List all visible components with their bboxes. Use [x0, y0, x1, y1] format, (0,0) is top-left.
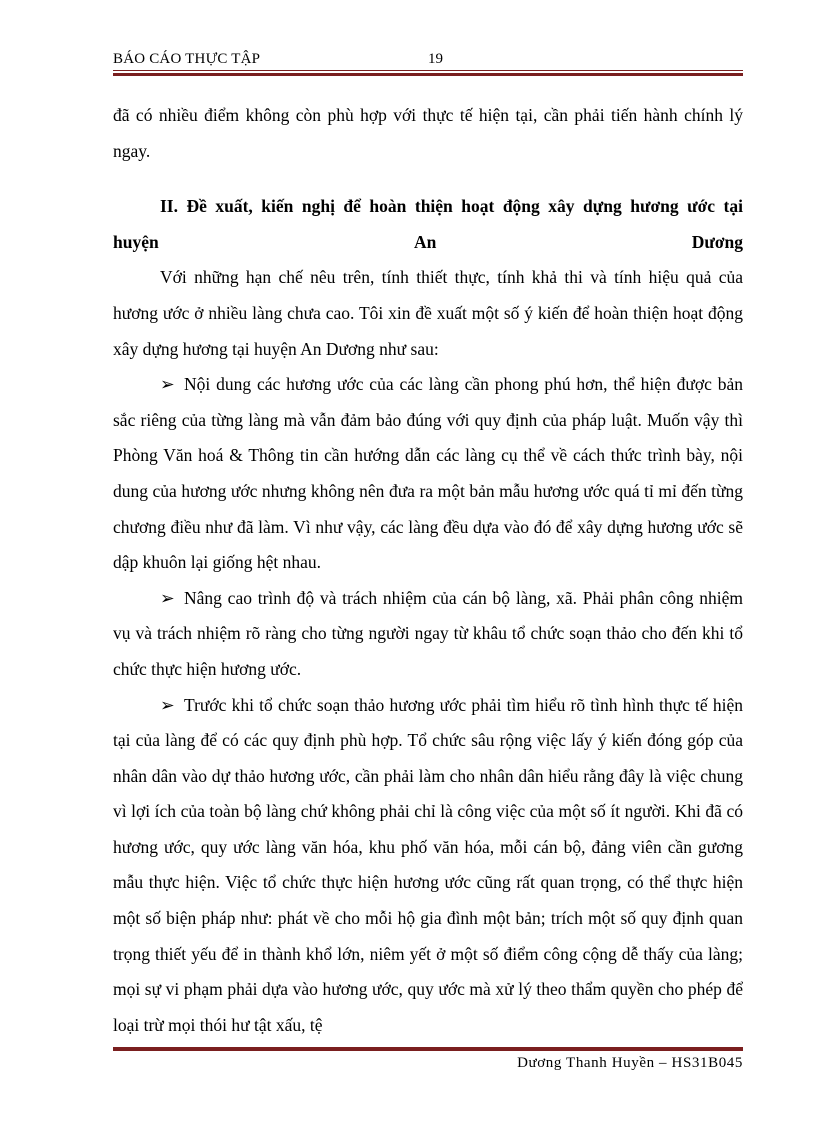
bullet-item-1 — [113, 367, 743, 581]
section-heading-line2 — [113, 225, 743, 261]
section-heading-line1: II. Đề xuất, kiến nghị để hoàn thiện hoạt động xây dựng hương ước tại — [160, 196, 743, 217]
document-body — [113, 98, 743, 1043]
heading-word-1: huyện — [113, 231, 159, 252]
bullet-item-2 — [113, 581, 743, 688]
bullet-text-3: Trước khi tổ chức soạn thảo hương ước phải tìm hiểu rõ tình hình thực tế hiện tại của làng để có các quy định phù hợp. Tổ chức sâu rộng việc lấy ý kiến đóng góp của nhân dân vào dự thảo hương ước, cần phải làm cho nhân dân hiểu rằng đây là việc chung vì lợi ích của toàn bộ làng chứ không phải chỉ là công việc của một số ít người. Khi đã có hương ước, quy ước làng văn hóa, khu phố văn hóa, mỗi cán bộ, đảng viên cần gương mẫu thực hiện. Việc tổ chức thực hiện hương ước cũng rất quan trọng, có thể thực hiện một số biện pháp như: phát về cho mỗi hộ gia đình một bản; trích một số quy định quan trọng thiết yếu để in thành khổ lớn, niêm yết ở một số điểm công cộng dễ thấy của làng; mọi sự vi phạm phải dựa vào hương ước, quy ước mà xử lý theo thẩm quyền cho phép để loại trừ mọi thói hư tật xấu, tệ — [113, 694, 743, 1035]
header-rule — [113, 70, 743, 76]
arrow-bullet-icon: ➢ — [160, 374, 175, 395]
footer-author: Dương Thanh Huyền – HS31B045 — [517, 1055, 743, 1071]
arrow-bullet-icon: ➢ — [160, 587, 175, 608]
page-number: 19 — [428, 51, 443, 67]
bullet-text-1: Nội dung các hương ước của các làng cần phong phú hơn, thể hiện được bản sắc riêng của từng làng mà vẫn đảm bảo đúng với quy định của pháp luật. Muốn vậy thì Phòng Văn hoá & Thông tin cần hướng dẫn các làng cụ thể về cách thức trình bày, nội dung của hương ước nhưng không nên đưa ra một bản mẫu hương ước quá tỉ mỉ đến từng chương điều như đã làm. Vì như vậy, các làng đều dựa vào đó để xây dựng hương ước sẽ dập khuôn lại giống hệt nhau. — [113, 374, 743, 573]
paragraph-intro: Với những hạn chế nêu trên, tính thiết thực, tính khả thi và tính hiệu quả của hương ước ở nhiều làng chưa cao. Tôi xin đề xuất một số ý kiến để hoàn thiện hoạt động xây dựng hương tại huyện An Dương như sau: — [113, 267, 743, 359]
arrow-bullet-icon: ➢ — [160, 694, 175, 715]
footer-rule — [113, 1045, 743, 1051]
heading-word-2: An — [414, 231, 437, 252]
heading-word-3: Dương — [691, 231, 743, 252]
bullet-item-3 — [113, 688, 743, 1044]
paragraph-continued: đã có nhiều điểm không còn phù hợp với thực tế hiện tại, cần phải tiến hành chính lý ngay. — [113, 105, 743, 161]
bullet-text-2: Nâng cao trình độ và trách nhiệm của cán bộ làng, xã. Phải phân công nhiệm vụ và trách nhiệm rõ ràng cho từng người ngay từ khâu tổ chức soạn thảo cho đến khi tổ chức thực hiện hương ước. — [113, 587, 743, 679]
header-title: BÁO CÁO THỰC TẬP — [113, 51, 261, 67]
